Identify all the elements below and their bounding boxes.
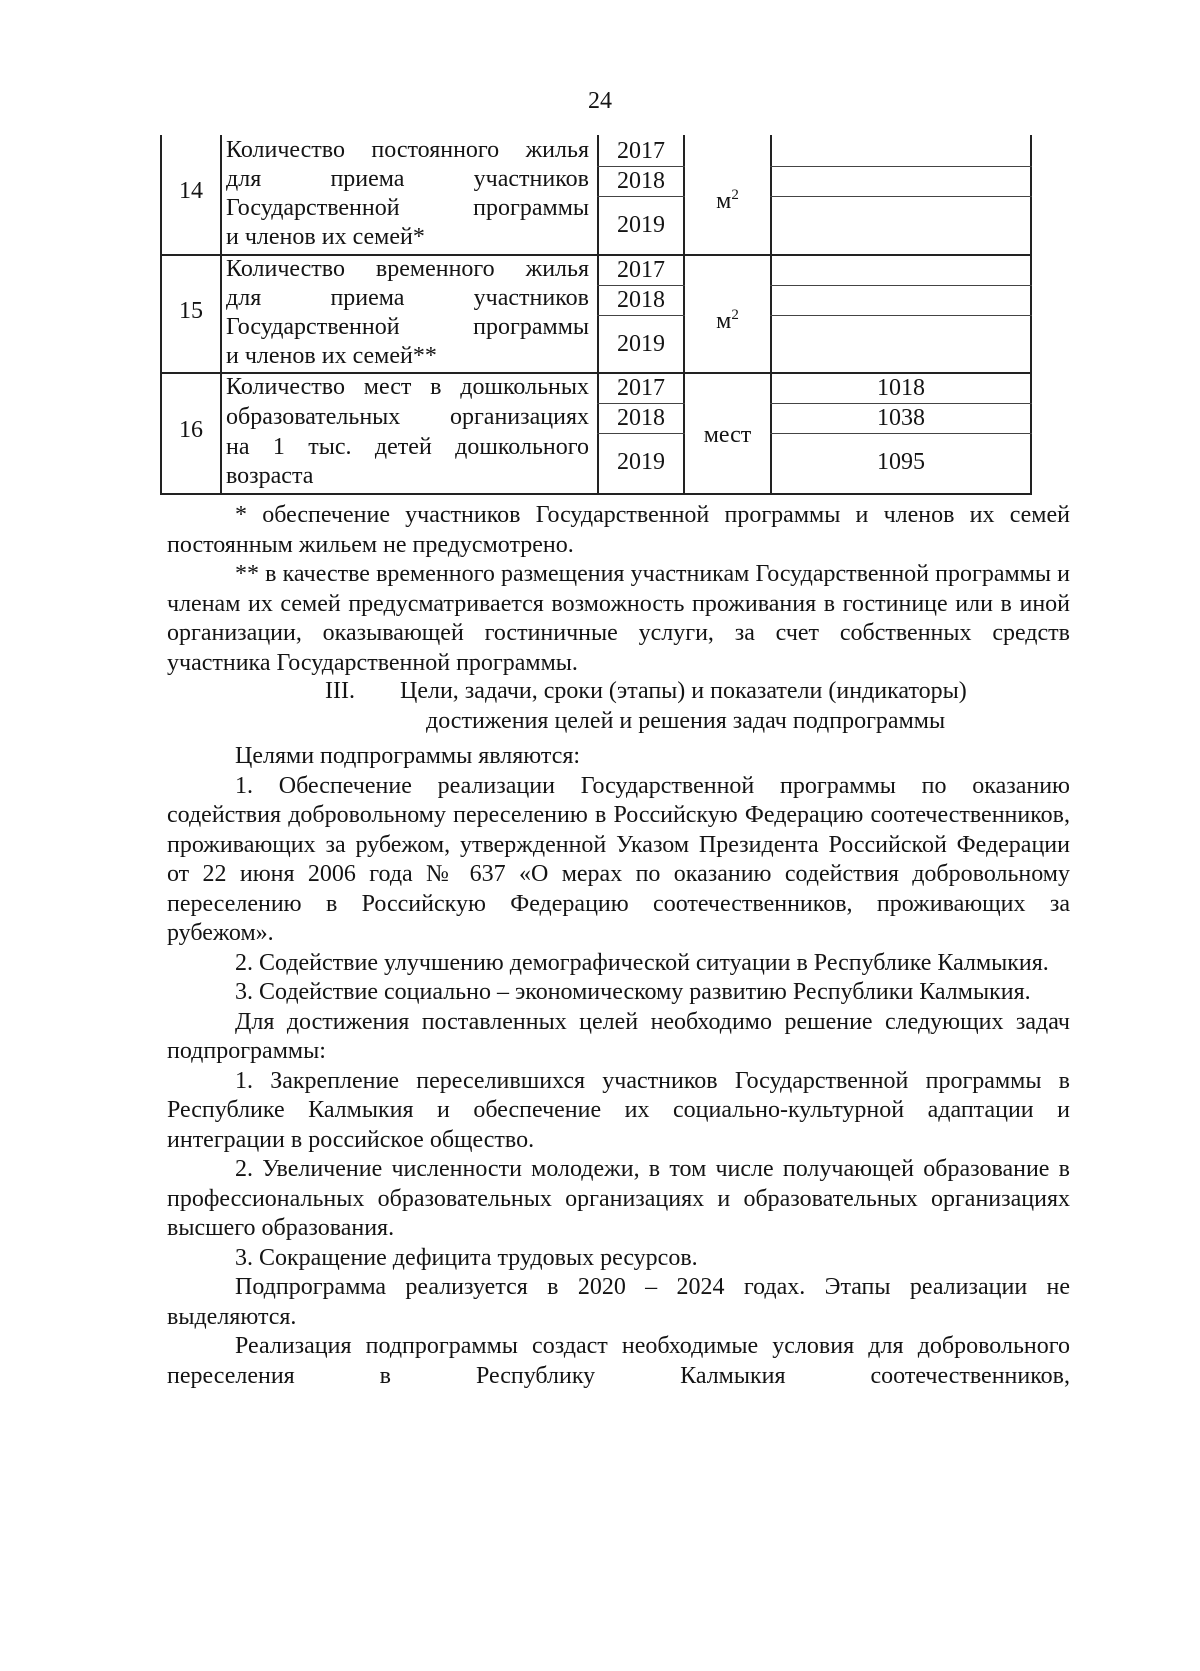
unit-text: м [716,188,732,214]
year-cell: 2018 [617,168,665,194]
indicator-name-line: для приема участников [226,166,589,192]
section-body [167,742,1070,1391]
table-border [160,493,1032,495]
row-number: 14 [179,178,203,204]
year-cell: 2017 [617,138,665,164]
task-3: 3. Сокращение дефицита трудовых ресурсов. [235,1244,698,1271]
year-cell: 2018 [617,287,665,313]
year-cell: 2018 [617,405,665,431]
table-border [770,196,1032,197]
footnote-2: ** в качестве временного размещения участникам Государственной программы и членам их семей предусматривается возможность проживания в гостинице или в иной организации, оказывающей гостиничные услуги, за счет собственных средств участника Государственной программы. [167,561,1070,676]
unit-cell [685,180,770,217]
indicator-name-line: и членов их семей* [226,224,425,250]
value-cell: 1018 [877,375,925,401]
indicator-name-line: для приема участников [226,285,589,311]
task-1: 1. Закрепление переселившихся участников Государственной программы в Республике Калмыкия и обеспечение их социально-культурной адаптации и интеграции в российское общество. [167,1067,1070,1153]
footnotes [167,501,1070,678]
unit-cell [685,300,770,337]
goal-1: 1. Обеспечение реализации Государственной программы по оказанию содействия добровольному переселению в Российскую Федерацию соотечественников, проживающих за рубежом, утвержденной Указом Президента Российской Федерации от 22 июня 2006 года № 637 «О мерах по оказанию содействия добровольному переселению в Российскую Федерацию соотечественников, проживающих за рубежом». [167,772,1070,946]
unit-superscript: 2 [731,187,739,203]
page-number: 24 [588,88,612,114]
table-border [770,315,1032,316]
indicator-table [0,0,1200,530]
goal-3: 3. Содействие социально – экономическому развитию Республики Калмыкия. [235,979,1031,1005]
section-title-line-2: достижения целей и решения задач подпрограммы [426,708,946,734]
implementation-conditions: Реализация подпрограммы создаст необходимые условия для добровольного переселения в Республику Калмыкия соотечественников, [167,1333,1070,1389]
table-border [770,166,1032,167]
value-cell: 1038 [877,405,925,431]
indicator-name-line: Количество мест в дошкольных [226,374,589,400]
section-title-line-1: Цели, задачи, сроки (этапы) и показатели (индикаторы) [400,678,967,704]
table-border [770,285,1032,286]
task-2: 2. Увеличение численности молодежи, в том числе получающей образование в профессиональных образовательных организациях и образовательных организациях высшего образования. [167,1156,1070,1241]
year-cell: 2019 [617,331,665,357]
indicator-name-line: Количество постоянного жилья [226,137,589,163]
indicator-name-line: Государственной программы [226,195,589,221]
year-cell: 2017 [617,375,665,401]
goals-intro: Целями подпрограммы являются: [235,743,581,769]
indicator-name-line: Государственной программы [226,314,589,340]
indicator-name-line: возраста [226,463,314,489]
unit-text: м [716,308,732,334]
unit-cell: мест [703,422,752,448]
goal-2: 2. Содействие улучшению демографической ситуации в Республике Калмыкия. [235,949,1049,976]
year-cell: 2017 [617,257,665,283]
unit-superscript: 2 [731,307,739,323]
row-number: 15 [179,298,203,324]
indicator-name-line: Количество временного жилья [226,256,589,282]
value-cell: 1095 [877,449,925,475]
indicator-name-line: на 1 тыс. детей дошкольного [226,434,589,460]
row-number: 16 [179,417,203,443]
table-border [220,135,222,495]
indicator-name-line: и членов их семей** [226,343,437,369]
year-cell: 2019 [617,449,665,475]
tasks-intro: Для достижения поставленных целей необходимо решение следующих задач подпрограммы: [167,1008,1070,1064]
implementation-period: Подпрограмма реализуется в 2020 – 2024 годах. Этапы реализации не выделяются. [167,1274,1070,1330]
section-number: III. [325,678,355,704]
footnote-1: * обеспечение участников Государственной программы и членов их семей постоянным жильем не предусмотрено. [167,502,1070,558]
year-cell: 2019 [617,212,665,238]
indicator-name-line: образовательных организациях [226,404,589,430]
